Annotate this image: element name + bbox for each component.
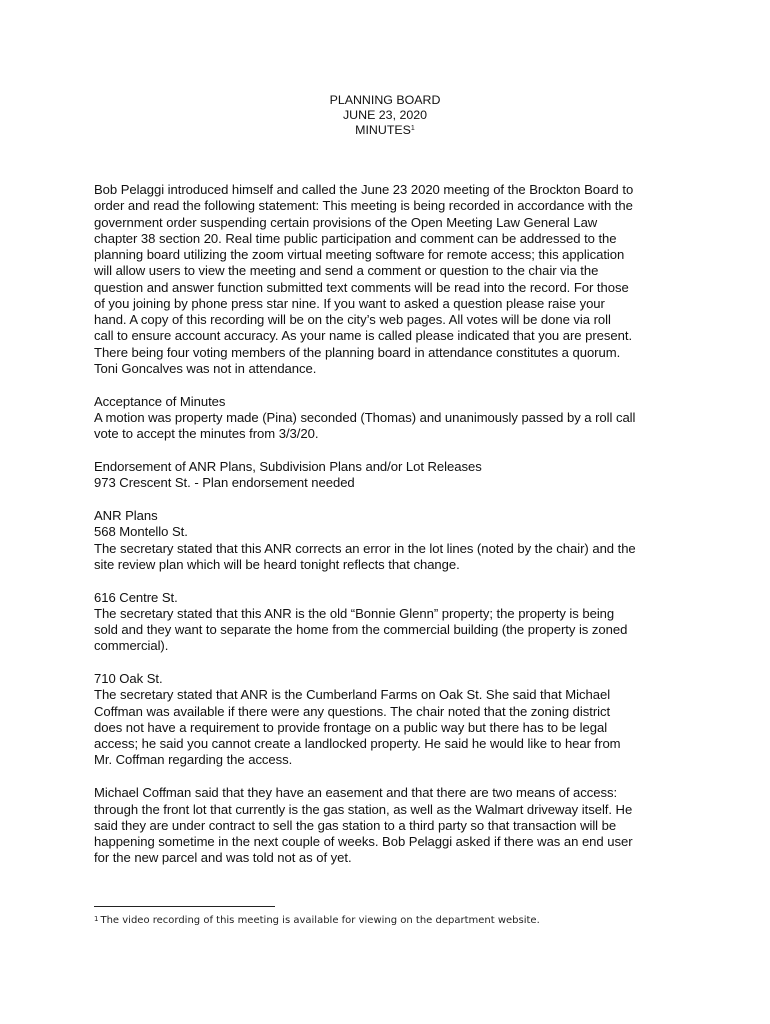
text-line: question and answer function submitted text comments will be read into the record. For those	[94, 279, 629, 295]
footnote-text: The video recording of this meeting is available for viewing on the department website.	[100, 915, 540, 926]
text-line: Toni Goncalves was not in attendance.	[94, 360, 317, 376]
text-line: 616 Centre St.	[94, 589, 178, 605]
paragraph-endorsement	[94, 459, 680, 492]
text-line: order and read the following statement: This meeting is being recorded in accordance with the	[94, 198, 633, 214]
text-line: The secretary stated that ANR is the Cumberland Farms on Oak St. She said that Michael	[94, 687, 611, 703]
text-line: Michael Coffman said that they have an easement and that there are two means of access:	[94, 785, 618, 801]
text-line: of you joining by phone press star nine. If you want to asked a question please raise your	[94, 295, 605, 311]
text-line: 973 Crescent St. - Plan endorsement needed	[94, 475, 355, 491]
text-line: The secretary stated that this ANR is the old “Bonnie Glenn” property; the property is being	[94, 605, 615, 621]
text-line: sold and they want to separate the home from the commercial building (the property is zoned	[94, 622, 628, 638]
footnote	[94, 914, 540, 928]
text-line: government order suspending certain provisions of the Open Meeting Law General Law	[94, 214, 598, 230]
footnote-mark: 1	[94, 915, 99, 923]
paragraph-acceptance	[94, 394, 680, 443]
text-line: There being four voting members of the planning board in attendance constitutes a quorum.	[94, 344, 621, 360]
text-line: ANR Plans	[94, 508, 158, 524]
paragraph-coffman	[94, 785, 680, 866]
text-line: site review plan which will be heard tonight reflects that change.	[94, 556, 460, 572]
text-line: 710 Oak St.	[94, 671, 163, 687]
text-line: 568 Montello St.	[94, 524, 188, 540]
board-title: PLANNING BOARD	[329, 93, 441, 107]
text-line: does not have a requirement to provide frontage on a public way but there has to be legal	[94, 719, 608, 735]
text-line: Coffman was available if there were any questions. The chair noted that the zoning district	[94, 703, 611, 719]
paragraph-centre	[94, 590, 680, 655]
text-line: said they are under contract to sell the gas station to a third party so that transaction will be	[94, 817, 617, 833]
text-line: Acceptance of Minutes	[94, 393, 226, 409]
footnote-divider	[94, 906, 275, 907]
text-line: A motion was property made (Pina) seconded (Thomas) and unanimously passed by a roll call	[94, 409, 636, 425]
text-line: Endorsement of ANR Plans, Subdivision Plans and/or Lot Releases	[94, 458, 482, 474]
text-line: chapter 38 section 20. Real time public participation and comment can be addressed to the	[94, 230, 617, 246]
text-line: The secretary stated that this ANR corrects an error in the lot lines (noted by the chair) and the	[94, 540, 636, 556]
footnote-reference[interactable]: 1	[410, 125, 415, 133]
minutes-title	[0, 123, 770, 138]
text-line: planning board utilizing the zoom virtual meeting software for remote access; this application	[94, 247, 625, 262]
text-line: vote to accept the minutes from 3/3/20.	[94, 426, 319, 442]
minutes-label: MINUTES	[355, 123, 411, 138]
meeting-date: JUNE 23, 2020	[342, 108, 428, 123]
paragraph-oak	[94, 671, 680, 769]
text-line: Bob Pelaggi introduced himself and called the June 23 2020 meeting of the Brockton Board to	[94, 182, 634, 197]
text-line: call to ensure account accuracy. As your name is called please indicated that you are present.	[94, 328, 633, 344]
text-line: Mr. Coffman regarding the access.	[94, 752, 293, 768]
document-header	[0, 93, 770, 139]
text-line: for the new parcel and was told not as of yet.	[94, 850, 352, 866]
paragraph-anr-montello	[94, 508, 680, 573]
paragraph-intro	[94, 182, 680, 377]
minutes-body	[94, 182, 680, 883]
text-line: commercial).	[94, 638, 169, 654]
text-line: happening sometime in the next couple of weeks. Bob Pelaggi asked if there was an end user	[94, 834, 633, 850]
text-line: hand. A copy of this recording will be on the city’s web pages. All votes will be done via roll	[94, 312, 611, 327]
text-line: access; he said you cannot create a landlocked property. He said he would like to hear from	[94, 736, 621, 752]
text-line: will allow users to view the meeting and send a comment or question to the chair via the	[94, 263, 599, 279]
text-line: through the front lot that currently is the gas station, as well as the Walmart driveway itself. He	[94, 801, 633, 817]
